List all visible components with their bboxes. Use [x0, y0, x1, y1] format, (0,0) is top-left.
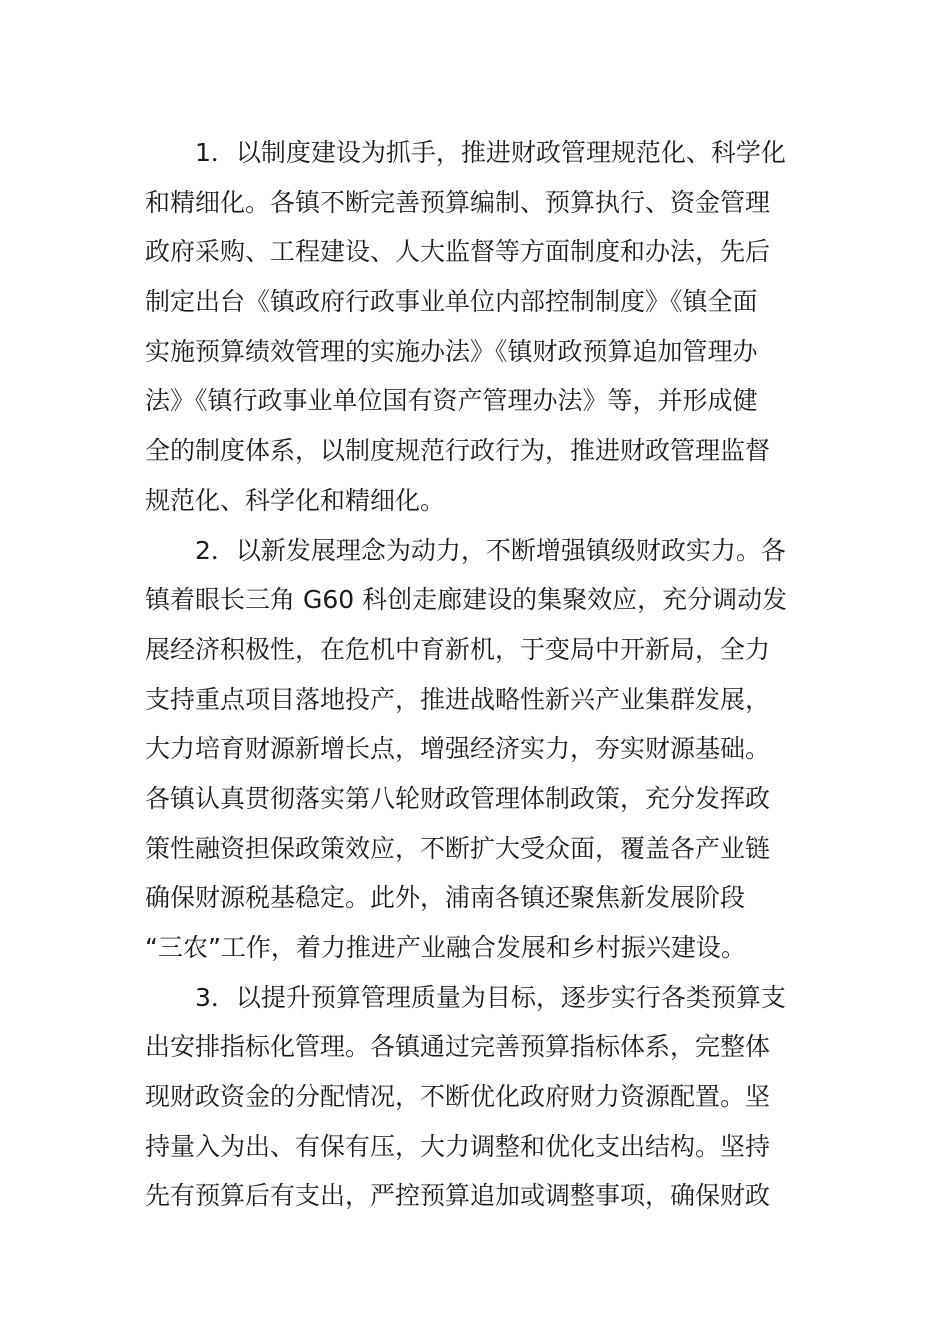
text-line: 法》《镇行政事业单位国有资产管理办法》等，并形成健 [145, 386, 758, 416]
text-line: 制定出台《镇政府行政事业单位内部控制制度》《镇全面 [145, 287, 758, 317]
text-line: 先有预算后有支出，严控预算追加或调整事项，确保财政 [145, 1181, 771, 1211]
text-line: “三农”工作，着力推进产业融合发展和乡村振兴建设。 [145, 933, 746, 962]
text-line: 各镇认真贯彻落实第八轮财政管理体制政策，充分发挥政 [145, 783, 771, 813]
body-text [145, 128, 810, 1221]
text-line: 展经济积极性，在危机中育新机，于变局中开新局，全力 [145, 634, 771, 664]
text-line: 政府采购、工程建设、人大监督等方面制度和办法，先后 [145, 237, 771, 267]
text-line: 支持重点项目落地投产，推进战略性新兴产业集群发展， [145, 684, 771, 714]
text-line: 镇着眼长三角 G60 科创走廊建设的集聚效应，充分调动发 [145, 585, 788, 615]
text-line: 策性融资担保政策效应，不断扩大受众面，覆盖各产业链 [145, 833, 771, 863]
paragraph-first-line: 3．以提升预算管理质量为目标，逐步实行各类预算支 [195, 982, 786, 1012]
text-line: 大力培育财源新增长点，增强经济实力，夯实财源基础。 [145, 734, 771, 764]
text-line: 实施预算绩效管理的实施办法》《镇财政预算追加管理办 [145, 336, 758, 366]
text-line: 现财政资金的分配情况，不断优化政府财力资源配置。坚 [145, 1082, 771, 1112]
text-line: 和精细化。各镇不断完善预算编制、预算执行、资金管理 [145, 187, 771, 217]
paragraph-first-line: 2．以新发展理念为动力，不断增强镇级财政实力。各 [195, 535, 786, 565]
text-line: 全的制度体系，以制度规范行政行为，推进财政管理监督 [145, 436, 771, 466]
text-line: 出安排指标化管理。各镇通过完善预算指标体系，完整体 [145, 1032, 771, 1062]
text-line: 确保财源税基稳定。此外，浦南各镇还聚焦新发展阶段 [145, 883, 746, 913]
paragraph-first-line: 1．以制度建设为抓手，推进财政管理规范化、科学化 [195, 138, 786, 167]
text-line: 规范化、科学化和精细化。 [145, 485, 446, 515]
text-line: 持量入为出、有保有压，大力调整和优化支出结构。坚持 [145, 1131, 771, 1161]
